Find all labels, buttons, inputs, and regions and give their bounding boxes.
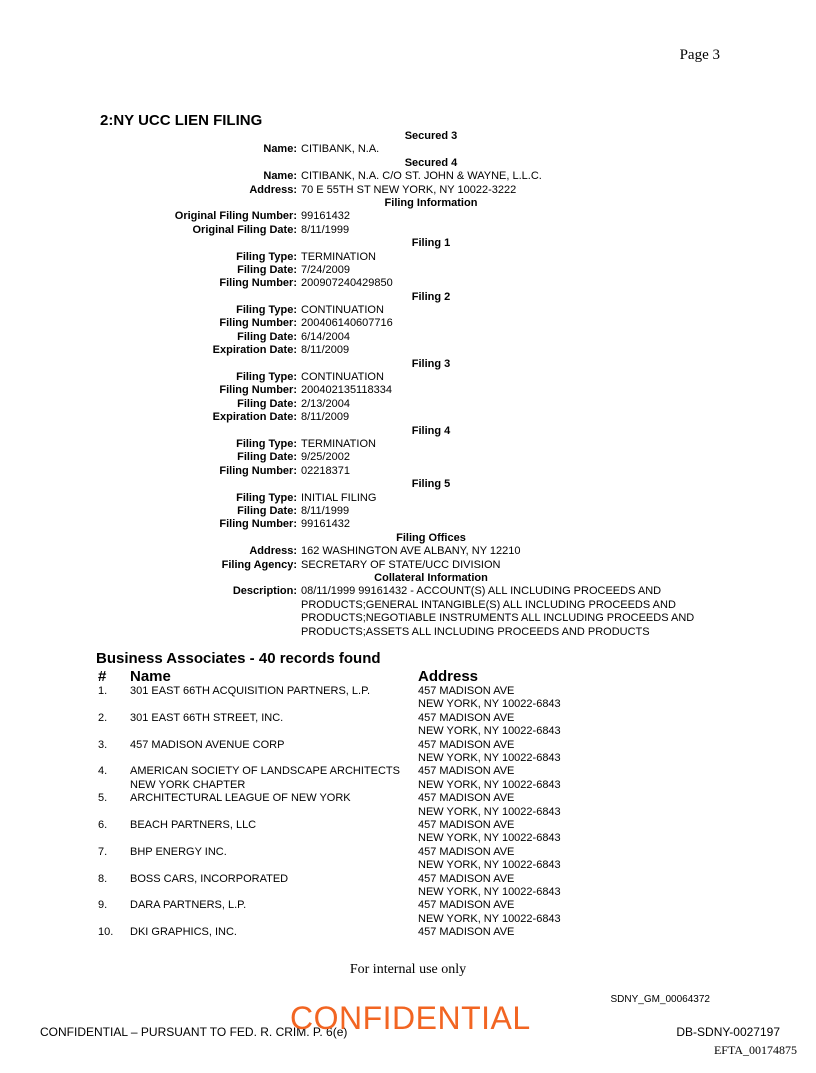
address-line-2: NEW YORK, NY 10022-6843 bbox=[418, 778, 561, 791]
original-filing-number-row bbox=[100, 210, 720, 223]
item-number: 5. bbox=[98, 792, 108, 805]
field-value: INITIAL FILING bbox=[301, 491, 377, 504]
field-value: 6/14/2004 bbox=[301, 330, 350, 343]
field-value: CITIBANK, N.A. bbox=[301, 143, 380, 156]
filing-agency-row bbox=[100, 559, 720, 572]
field-label: Filing Type: bbox=[236, 250, 297, 263]
filing5-number-row bbox=[100, 518, 720, 531]
section-title: 2:NY UCC LIEN FILING bbox=[100, 112, 263, 129]
list-item bbox=[98, 685, 618, 712]
item-name: ARCHITECTURAL LEAGUE OF NEW YORK bbox=[130, 792, 351, 805]
field-value: 200406140607716 bbox=[301, 317, 393, 330]
item-number: 3. bbox=[98, 738, 108, 751]
field-value: CITIBANK, N.A. C/O ST. JOHN & WAYNE, L.L.C. bbox=[301, 170, 542, 183]
business-associates-title: Business Associates - 40 records found bbox=[96, 650, 381, 667]
field-value: TERMINATION bbox=[301, 437, 376, 450]
field-label: Filing Date: bbox=[237, 263, 297, 276]
item-name: BOSS CARS, INCORPORATED bbox=[130, 872, 289, 885]
item-number: 2. bbox=[98, 711, 108, 724]
field-label: Filing Number: bbox=[219, 384, 297, 397]
field-value: 99161432 bbox=[301, 210, 350, 223]
item-address bbox=[418, 926, 618, 939]
field-value: TERMINATION bbox=[301, 250, 376, 263]
address-line-2: NEW YORK, NY 10022-6843 bbox=[418, 698, 561, 711]
filing1-type-row bbox=[100, 251, 720, 264]
item-number: 4. bbox=[98, 765, 108, 778]
field-label: Original Filing Date: bbox=[192, 223, 297, 236]
field-label: Filing Date: bbox=[237, 451, 297, 464]
field-value: CONTINUATION bbox=[301, 371, 384, 384]
filing1-heading: Filing 1 bbox=[411, 237, 451, 250]
db-bates-number: DB-SDNY-0027197 bbox=[676, 1025, 780, 1039]
address-line-1: 457 MADISON AVE bbox=[418, 792, 515, 805]
field-value: 162 WASHINGTON AVE ALBANY, NY 12210 bbox=[301, 545, 521, 558]
item-number: 6. bbox=[98, 818, 108, 831]
list-item bbox=[98, 712, 618, 739]
secured4-heading: Secured 4 bbox=[404, 156, 458, 169]
filing3-number-row bbox=[100, 384, 720, 397]
address-line-1: 457 MADISON AVE bbox=[418, 818, 515, 831]
field-label: Filing Type: bbox=[236, 371, 297, 384]
field-value: 99161432 bbox=[301, 518, 350, 531]
column-header-name: Name bbox=[130, 668, 171, 685]
field-value: 2/13/2004 bbox=[301, 397, 350, 410]
collateral-description-row bbox=[100, 585, 720, 639]
item-number: 10. bbox=[98, 926, 114, 939]
field-value: 8/11/1999 bbox=[301, 504, 350, 517]
filing4-heading: Filing 4 bbox=[411, 424, 451, 437]
field-value: 7/24/2009 bbox=[301, 263, 350, 276]
page-number: Page 3 bbox=[679, 47, 720, 63]
item-address bbox=[418, 792, 618, 819]
address-line-2: NEW YORK, NY 10022-6843 bbox=[418, 725, 561, 738]
item-number: 8. bbox=[98, 872, 108, 885]
field-label: Filing Date: bbox=[237, 330, 297, 343]
field-value: CONTINUATION bbox=[301, 304, 384, 317]
list-item bbox=[98, 819, 618, 846]
field-label: Filing Date: bbox=[237, 397, 297, 410]
original-filing-date-row bbox=[100, 224, 720, 237]
field-label: Address: bbox=[249, 183, 297, 196]
address-line-1: 457 MADISON AVE bbox=[418, 685, 515, 697]
confidential-stamp: CONFIDENTIAL bbox=[290, 1000, 531, 1036]
field-label: Address: bbox=[249, 545, 297, 558]
item-address bbox=[418, 819, 618, 846]
confidential-notice: CONFIDENTIAL – PURSUANT TO FED. R. CRIM. P. 6(e) bbox=[40, 1025, 348, 1039]
field-label: Filing Number: bbox=[219, 317, 297, 330]
field-label: Description: bbox=[232, 585, 297, 598]
item-number: 9. bbox=[98, 899, 108, 912]
filing1-date-row bbox=[100, 264, 720, 277]
list-item bbox=[98, 873, 618, 900]
filing-office-address-row bbox=[100, 545, 720, 558]
filing2-number-row bbox=[100, 317, 720, 330]
filing2-heading: Filing 2 bbox=[411, 290, 451, 303]
address-line-2: NEW YORK, NY 10022-6843 bbox=[418, 885, 561, 898]
item-name: DARA PARTNERS, L.P. bbox=[130, 899, 247, 912]
address-line-2: NEW YORK, NY 10022-6843 bbox=[418, 832, 561, 845]
list-item bbox=[98, 792, 618, 819]
field-label: Original Filing Number: bbox=[174, 210, 297, 223]
secured4-address-row bbox=[100, 184, 720, 197]
item-address bbox=[418, 765, 618, 792]
field-value: SECRETARY OF STATE/UCC DIVISION bbox=[301, 558, 501, 571]
filing5-type-row bbox=[100, 492, 720, 505]
filing3-heading: Filing 3 bbox=[411, 357, 451, 370]
internal-use-notice: For internal use only bbox=[349, 962, 467, 977]
item-address bbox=[418, 712, 618, 739]
address-line-1: 457 MADISON AVE bbox=[418, 765, 515, 778]
list-item bbox=[98, 739, 618, 766]
filing1-number-row bbox=[100, 277, 720, 290]
item-number: 1. bbox=[98, 685, 108, 697]
item-number: 7. bbox=[98, 845, 108, 858]
field-value: 200907240429850 bbox=[301, 277, 393, 290]
filing3-expiration-row bbox=[100, 411, 720, 424]
list-item bbox=[98, 846, 618, 873]
item-name: BHP ENERGY INC. bbox=[130, 845, 227, 858]
associates-list bbox=[98, 685, 618, 953]
address-line-1: 457 MADISON AVE bbox=[418, 872, 515, 885]
filing5-date-row bbox=[100, 505, 720, 518]
address-line-2: NEW YORK, NY 10022-6843 bbox=[418, 859, 561, 872]
filing2-date-row bbox=[100, 331, 720, 344]
collateral-heading: Collateral Information bbox=[374, 571, 488, 584]
field-value: 08/11/1999 99161432 - ACCOUNT(S) ALL INCLUDING PROCEEDS AND PRODUCTS;GENERAL INTANGIBLE(S) ALL INCLUDING PROCEEDS AND PRODUCTS;NEGOTIABLE INSTRUMENTS ALL INCLUDING PROCEEDS AND PRODUCTS;ASSETS ALL INCLUDING PROCEEDS AND PRODUCTS bbox=[301, 585, 695, 638]
address-line-1: 457 MADISON AVE bbox=[418, 738, 515, 751]
address-line-2: NEW YORK, NY 10022-6843 bbox=[418, 912, 561, 925]
column-header-address: Address bbox=[418, 668, 479, 685]
field-label: Name: bbox=[263, 170, 297, 183]
item-name: 457 MADISON AVENUE CORP bbox=[130, 738, 285, 751]
field-label: Filing Date: bbox=[237, 504, 297, 517]
address-line-1: 457 MADISON AVE bbox=[418, 711, 515, 724]
column-header-number: # bbox=[98, 668, 107, 685]
filing2-expiration-row bbox=[100, 344, 720, 357]
field-value: 8/11/2009 bbox=[301, 344, 350, 357]
address-line-2: NEW YORK, NY 10022-6843 bbox=[418, 805, 561, 818]
item-name: DKI GRAPHICS, INC. bbox=[130, 926, 237, 939]
item-address bbox=[418, 685, 618, 712]
field-value: 200402135118334 bbox=[301, 384, 392, 397]
field-label: Filing Type: bbox=[236, 437, 297, 450]
address-line-1: 457 MADISON AVE bbox=[418, 845, 515, 858]
field-label: Expiration Date: bbox=[212, 411, 297, 424]
field-value: 9/25/2002 bbox=[301, 451, 350, 464]
secured4-name-row bbox=[100, 170, 720, 183]
filing5-heading: Filing 5 bbox=[411, 478, 451, 491]
field-label: Filing Type: bbox=[236, 304, 297, 317]
item-address bbox=[418, 899, 618, 926]
field-value: 8/11/2009 bbox=[301, 411, 350, 424]
filing4-number-row bbox=[100, 465, 720, 478]
field-label: Filing Type: bbox=[236, 491, 297, 504]
filing4-type-row bbox=[100, 438, 720, 451]
field-label: Filing Number: bbox=[219, 518, 297, 531]
filing3-type-row bbox=[100, 371, 720, 384]
field-label: Filing Number: bbox=[219, 277, 297, 290]
filing-offices-heading: Filing Offices bbox=[396, 531, 466, 544]
efta-bates-number: EFTA_00174875 bbox=[713, 1043, 797, 1057]
address-line-1: 457 MADISON AVE bbox=[418, 899, 515, 912]
address-line-1: 457 MADISON AVE bbox=[418, 926, 515, 939]
secured3-heading: Secured 3 bbox=[404, 130, 458, 142]
field-label: Filing Number: bbox=[219, 464, 297, 477]
filing3-date-row bbox=[100, 398, 720, 411]
list-item bbox=[98, 899, 618, 926]
associates-table-header bbox=[98, 668, 598, 685]
sdny-bates-number: SDNY_GM_00064372 bbox=[610, 994, 710, 1005]
address-line-2: NEW YORK, NY 10022-6843 bbox=[418, 752, 561, 764]
field-label: Expiration Date: bbox=[212, 344, 297, 357]
field-value: 8/11/1999 bbox=[301, 223, 350, 236]
secured3-name-row bbox=[100, 143, 720, 156]
list-item bbox=[98, 765, 618, 792]
field-label: Name: bbox=[263, 143, 297, 156]
item-name: 301 EAST 66TH STREET, INC. bbox=[130, 711, 284, 724]
item-address bbox=[418, 873, 618, 900]
item-address bbox=[418, 846, 618, 873]
item-name: BEACH PARTNERS, LLC bbox=[130, 818, 257, 831]
item-name: 301 EAST 66TH ACQUISITION PARTNERS, L.P. bbox=[130, 685, 371, 697]
field-value: 02218371 bbox=[301, 464, 350, 477]
lien-filing-details bbox=[100, 130, 720, 639]
filing2-type-row bbox=[100, 304, 720, 317]
field-value: 70 E 55TH ST NEW YORK, NY 10022-3222 bbox=[301, 183, 517, 196]
field-label: Filing Agency: bbox=[221, 558, 297, 571]
item-name: AMERICAN SOCIETY OF LANDSCAPE ARCHITECTS NEW YORK CHAPTER bbox=[130, 765, 400, 791]
item-address bbox=[418, 739, 618, 766]
filing4-date-row bbox=[100, 451, 720, 464]
filing-info-heading: Filing Information bbox=[384, 196, 478, 209]
list-item bbox=[98, 926, 618, 953]
